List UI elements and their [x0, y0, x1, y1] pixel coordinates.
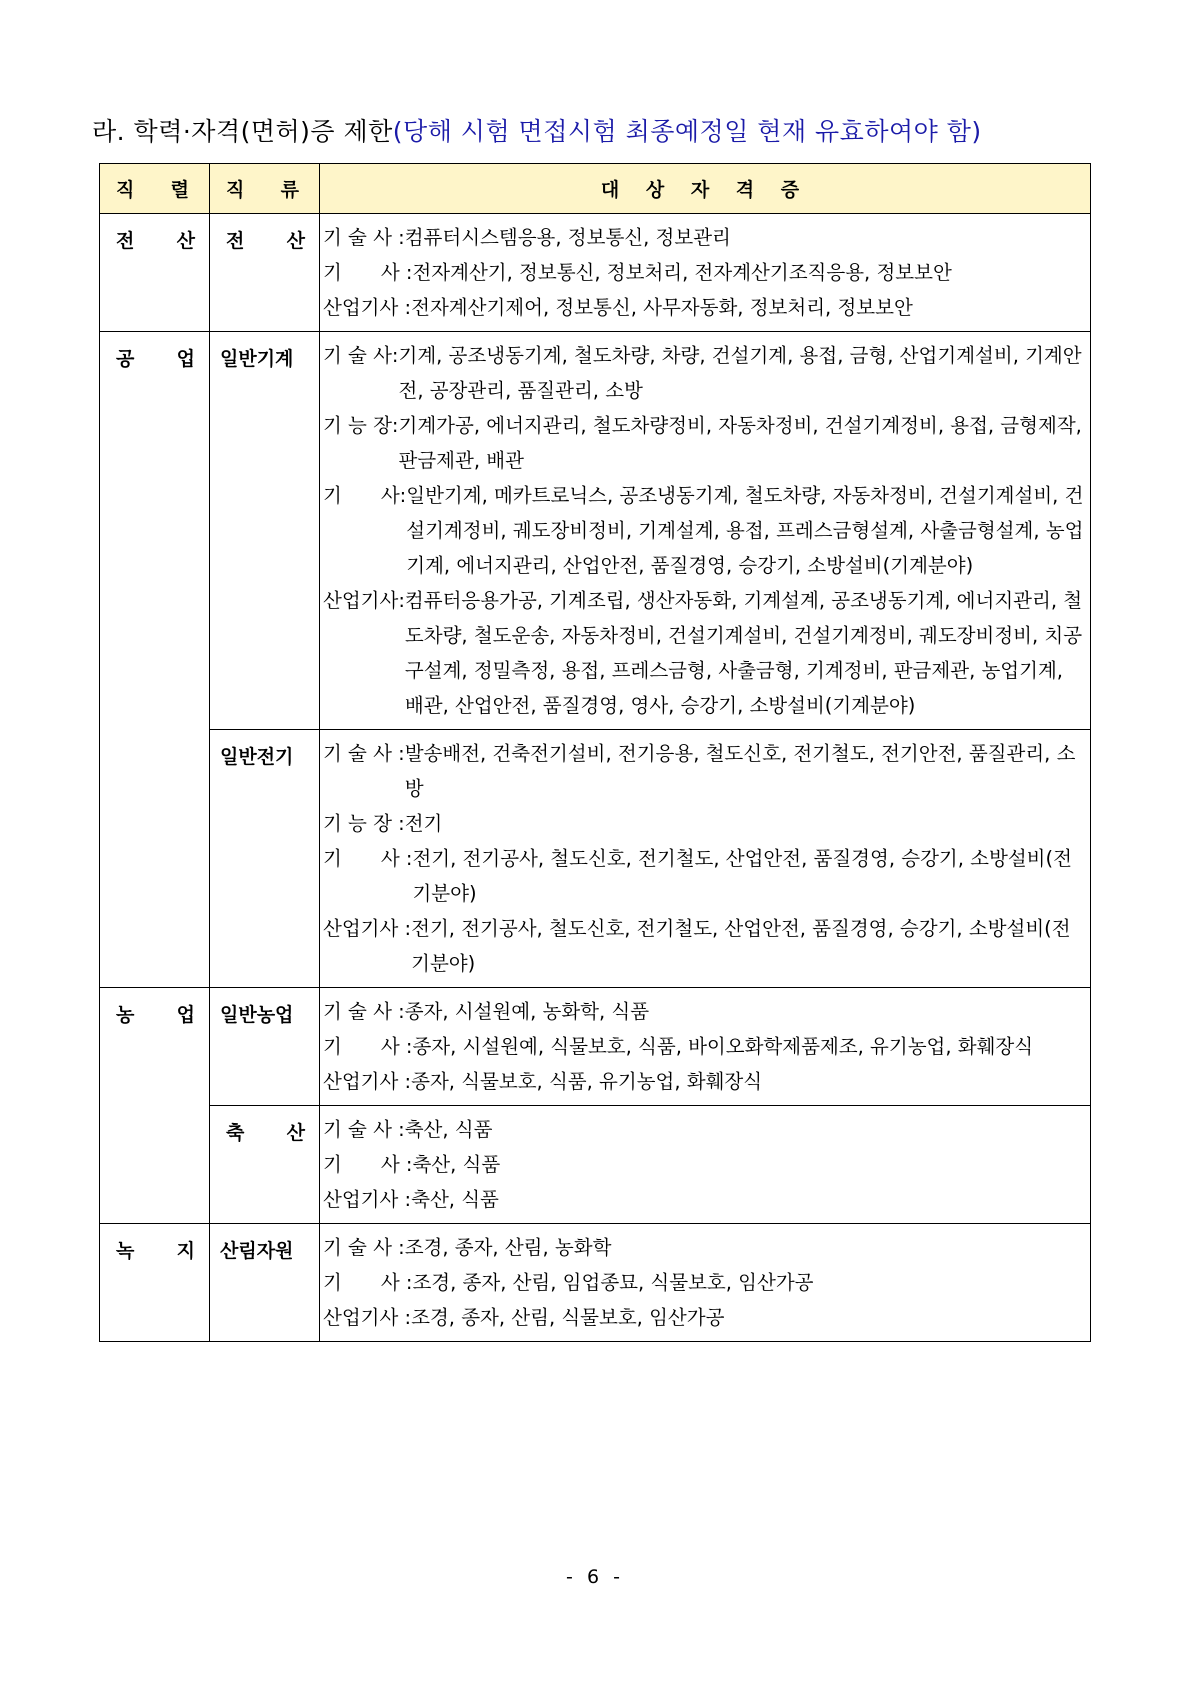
qualification-list: 컴퓨터시스템응용, 정보통신, 정보관리: [404, 226, 731, 249]
qualification-line: [323, 220, 1086, 255]
qualification-line: [323, 1147, 1086, 1182]
qualification-list: 축산, 식품: [411, 1188, 499, 1211]
qualification-grade: 기 능 장 :: [323, 812, 405, 835]
qualification-grade: 기 사 :: [323, 847, 413, 870]
qualification-line: [323, 1265, 1086, 1300]
qualification-grade: 기 술 사:: [323, 344, 399, 367]
type-cell: 산림자원: [210, 1224, 320, 1342]
qualification-grade: 산업기사 :: [323, 917, 412, 940]
qualification-grade: 기 사 :: [323, 1153, 413, 1176]
qualification-grade: 기 사 :: [323, 1035, 413, 1058]
series-cell: 녹 지: [100, 1224, 210, 1342]
qualification-line: [323, 911, 1086, 981]
table-row: [100, 730, 1091, 988]
qualification-list: 종자, 식물보호, 식품, 유기농업, 화훼장식: [411, 1070, 763, 1093]
qualification-grade: 산업기사 :: [323, 1306, 412, 1329]
qualification-list: 조경, 종자, 산림, 식물보호, 임산가공: [411, 1306, 725, 1329]
qualification-grade: 기 술 사 :: [323, 1118, 405, 1141]
qualification-grade: 기 능 장:: [323, 414, 399, 437]
page-number: - 6 -: [566, 1566, 624, 1588]
series-cell: 전 산: [100, 214, 210, 332]
type-cell: 일반농업: [210, 988, 320, 1106]
qualification-grade: 기 술 사 :: [323, 1236, 405, 1259]
qualification-line: [323, 841, 1086, 911]
qualification-line: [323, 1029, 1086, 1064]
qualification-grade: 기 술 사 :: [323, 226, 405, 249]
qualification-line: [323, 1182, 1086, 1217]
qualifications-cell: [320, 730, 1091, 988]
series-cell: 농 업: [100, 988, 210, 1224]
qualification-line: [323, 1230, 1086, 1265]
qualification-list: 기계, 공조냉동기계, 철도차량, 차량, 건설기계, 용접, 금형, 산업기계설비, 기계안전, 공장관리, 품질관리, 소방: [398, 344, 1082, 402]
qualification-line: [323, 994, 1086, 1029]
qualification-line: [323, 408, 1086, 478]
qualification-table: [99, 163, 1091, 1342]
qualification-line: [323, 583, 1086, 723]
header-qualifications: 대 상 자 격 증: [320, 164, 1091, 214]
qualification-list: 컴퓨터응용가공, 기계조립, 생산자동화, 기계설계, 공조냉동기계, 에너지관리, 철도차량, 철도운송, 자동차정비, 건설기계설비, 건설기계정비, 궤도장비정비, 치공구설계, 정밀측정, 용접, 프레스금형, 사출금형, 기계정비, 판금제관, 농업기계, 배관, 산업안전, 품질경영, 영사, 승강기, 소방설비(기계분야): [404, 589, 1083, 717]
table-row: [100, 988, 1091, 1106]
qualification-line: [323, 338, 1086, 408]
table-row: [100, 1106, 1091, 1224]
qualification-line: [323, 290, 1086, 325]
qualification-list: 일반기계, 메카트로닉스, 공조냉동기계, 철도차량, 자동차정비, 건설기계설비, 건설기계정비, 궤도장비정비, 기계설계, 용접, 프레스금형설계, 사출금형설계, 농업기계, 에너지관리, 산업안전, 품질경영, 승강기, 소방설비(기계분야): [406, 484, 1084, 577]
table-row: [100, 1224, 1091, 1342]
qualification-line: [323, 736, 1086, 806]
qualification-line: [323, 255, 1086, 290]
table-row: [100, 332, 1091, 730]
section-title-note: (당해 시험 면접시험 최종예정일 현재 유효하여야 함): [392, 117, 982, 146]
series-cell: 공 업: [100, 332, 210, 988]
qualification-list: 전기, 전기공사, 철도신호, 전기철도, 산업안전, 품질경영, 승강기, 소방설비(전기분야): [411, 917, 1071, 975]
qualification-line: [323, 1300, 1086, 1335]
table-row: [100, 214, 1091, 332]
qualification-list: 종자, 시설원예, 농화학, 식품: [404, 1000, 650, 1023]
qualification-grade: 기 술 사 :: [323, 742, 405, 765]
qualification-list: 조경, 종자, 산림, 임업종묘, 식물보호, 임산가공: [412, 1271, 814, 1294]
qualification-list: 전기: [404, 812, 443, 835]
qualification-list: 조경, 종자, 산림, 농화학: [404, 1236, 612, 1259]
type-cell: 전 산: [210, 214, 320, 332]
section-title-main: 라. 학력·자격(면허)증 제한: [92, 117, 393, 146]
qualification-list: 축산, 식품: [412, 1153, 501, 1176]
type-cell: 축 산: [210, 1106, 320, 1224]
qualification-grade: 산업기사 :: [323, 296, 412, 319]
qualification-list: 발송배전, 건축전기설비, 전기응용, 철도신호, 전기철도, 전기안전, 품질관리, 소방: [404, 742, 1076, 800]
qualifications-cell: [320, 1106, 1091, 1224]
qualifications-cell: [320, 1224, 1091, 1342]
qualifications-cell: [320, 988, 1091, 1106]
qualification-line: [323, 806, 1086, 841]
header-series: 직 렬: [100, 164, 210, 214]
qualification-grade: 기 사 :: [323, 261, 413, 284]
qualifications-cell: [320, 332, 1091, 730]
qualification-grade: 기 술 사 :: [323, 1000, 405, 1023]
qualification-list: 전자계산기제어, 정보통신, 사무자동화, 정보처리, 정보보안: [411, 296, 913, 319]
qualification-grade: 산업기사:: [323, 589, 405, 612]
qualification-list: 종자, 시설원예, 식물보호, 식품, 바이오화학제품제조, 유기농업, 화훼장식: [412, 1035, 1034, 1058]
qualification-line: [323, 478, 1086, 583]
type-cell: 일반전기: [210, 730, 320, 988]
qualification-grade: 기 사:: [323, 484, 407, 507]
type-cell: 일반기계: [210, 332, 320, 730]
qualification-list: 축산, 식품: [404, 1118, 493, 1141]
qualification-grade: 기 사 :: [323, 1271, 413, 1294]
qualifications-cell: [320, 214, 1091, 332]
qualification-line: [323, 1112, 1086, 1147]
table-header-row: [100, 164, 1091, 214]
qualification-line: [323, 1064, 1086, 1099]
qualification-list: 전자계산기, 정보통신, 정보처리, 전자계산기조직응용, 정보보안: [412, 261, 952, 284]
section-title: [92, 112, 982, 148]
header-type: 직 류: [210, 164, 320, 214]
qualification-list: 기계가공, 에너지관리, 철도차량정비, 자동차정비, 건설기계정비, 용접, 금형제작, 판금제관, 배관: [398, 414, 1082, 472]
qualification-grade: 산업기사 :: [323, 1188, 412, 1211]
qualification-list: 전기, 전기공사, 철도신호, 전기철도, 산업안전, 품질경영, 승강기, 소방설비(전기분야): [412, 847, 1072, 905]
qualification-grade: 산업기사 :: [323, 1070, 412, 1093]
